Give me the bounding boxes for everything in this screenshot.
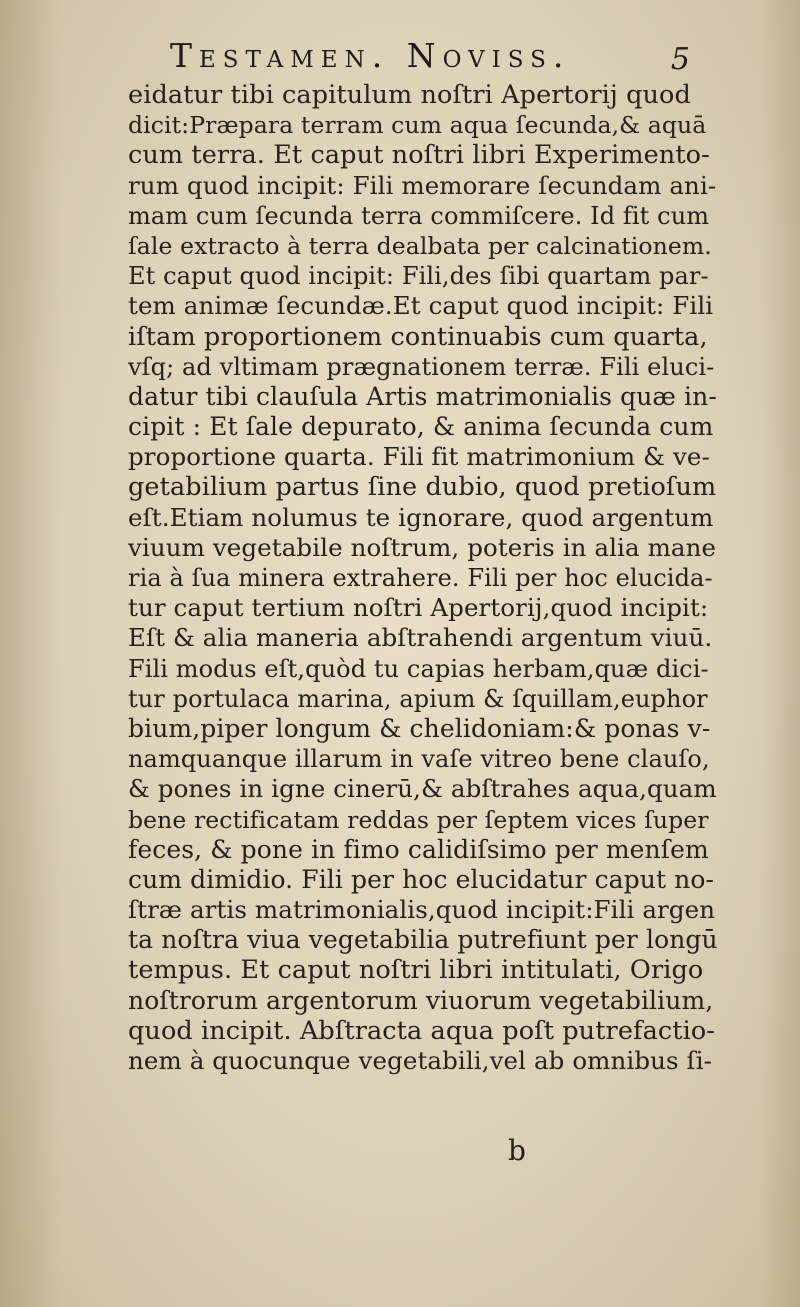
text-line: tur caput tertium noſtri Apertorij,quod incipit: [128,593,709,623]
text-line: Eſt & alia maneria abſtrahendi argentum viuū. [128,623,713,653]
text-line: feces, & pone in fimo calidiſsimo per menſem [128,834,709,864]
text-line: viuum vegetabile noſtrum, poteris in alia mane [128,532,717,562]
text-line: vſq; ad vltimam prægnationem terræ. Fili eluci- [128,352,715,381]
page-number: 5 [670,42,690,77]
text-line: tempus. Et caput noſtri libri intitulati, Origo [128,955,704,986]
text-line: nem à quocunque vegetabili,vel ab omnibus ſi- [128,1046,713,1075]
text-line: proportione quarta. Fili fit matrimonium & ve- [128,442,710,472]
signature-mark: b [508,1134,526,1167]
page-header [170,36,690,78]
text-line: bium,piper longum & chelidoniam:& ponas v- [128,713,711,743]
text-line: bene rectificatam reddas per ſeptem vices ſuper [128,805,709,834]
text-line: eſt.Etiam nolumus te ignorare, quod argentum [128,502,714,532]
text-line: eidatur tibi capitulum noſtri Apertorij quod [128,80,691,110]
text-line: noſtrorum argentorum viuorum vegetabilium, [128,985,714,1015]
text-line: namquanque illarum in vaſe vitreo bene clauſo, [128,745,710,774]
text-line: Fili modus eſt,quòd tu capias herbam,quæ dici- [128,654,709,683]
text-line: cum terra. Et caput noſtri libri Experimento- [128,140,710,171]
text-line: cum dimidio. Fili per hoc elucidatur caput no- [128,864,715,894]
text-line: getabilium partus ſine dubio, quod pretioſum [128,472,717,503]
text-line: Et caput quod incipit: Fili,des ſibi quartam par- [128,262,709,291]
text-line: ſale extracto à terra dealbata per calcinationem. [128,231,712,260]
text-line: datur tibi clauſula Artis matrimonialis quæ in- [128,381,717,411]
body-text [128,80,718,1076]
running-head: Testamen. Noviss. [170,36,571,75]
text-line: ta noſtra viua vegetabilia putrefiunt per longū [128,925,718,955]
text-line: cipit : Et ſale depurato, & anima ſecunda cum [128,412,714,442]
text-line: quod incipit. Abſtracta aqua poſt putrefactio- [128,1015,716,1046]
text-line: ria à ſua minera extrahere. Fili per hoc elucida- [128,564,713,592]
text-line: tur portulaca marina, apium & ſquillam,euphor [128,684,708,713]
text-line: dicit:Præpara terram cum aqua ſecunda,& aquā [128,111,707,140]
text-line: mam cum ſecunda terra commiſcere. Id fit cum [128,201,710,230]
text-line: rum quod incipit: Fili memorare ſecundam ani- [128,170,717,200]
text-line: tem animæ ſecundæ.Et caput quod incipit: Fili [128,291,714,321]
text-line: ſtræ artis matrimonialis,quod incipit:Fili argen [128,895,716,925]
text-line: & pones in igne cinerū,& abſtrahes aqua,quam [128,774,717,804]
text-line: iſtam proportionem continuabis cum quarta, [128,321,708,352]
